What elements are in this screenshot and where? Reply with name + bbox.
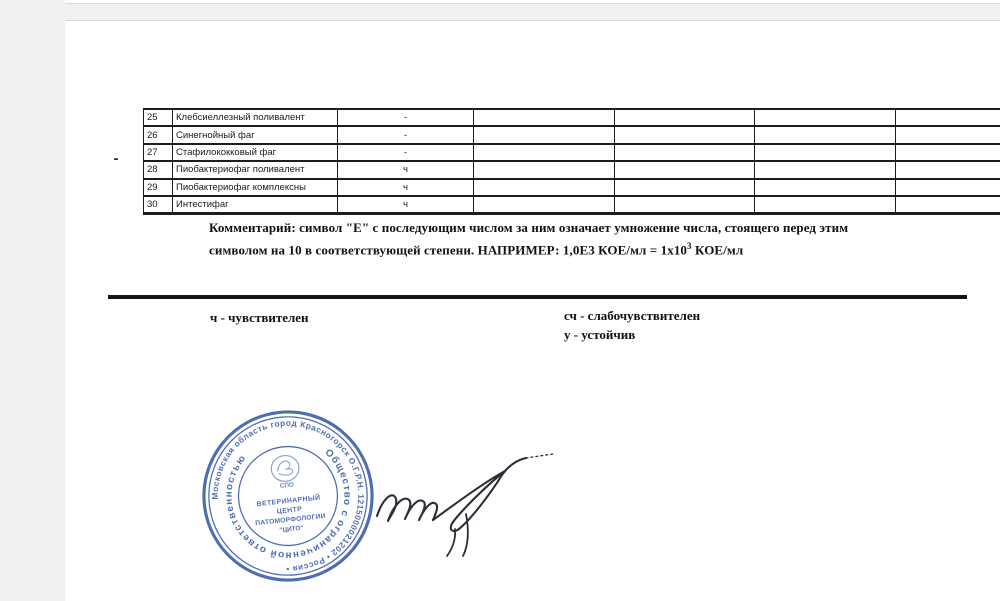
row-number: 27 [144,144,173,161]
phage-result: ч [338,179,474,196]
stamp-inner-ring-text: Общество с ограниченной ответственностью [223,447,353,561]
empty-cell [755,109,896,126]
phage-result: ч [338,161,474,178]
empty-cell [896,144,1000,161]
empty-cell [755,196,896,214]
phage-result: - [338,144,474,161]
table-row [144,126,1000,143]
previous-page-edge [65,0,1000,4]
empty-cell [896,126,1000,143]
empty-cell [896,196,1000,214]
empty-cell [615,126,755,143]
stamp-center-line-2: ЦЕНТР [276,505,303,516]
signature-stroke [377,495,437,521]
table-row [144,179,1000,196]
margin-dash: - [113,150,119,167]
stamp-outer-ring-text: Московская область город Красногорск О.Г.Р.Н. 1215000021202 • Россия • [209,417,367,575]
stamp-emblem-label: СПО [279,481,295,490]
empty-cell [474,126,615,143]
table-row [144,161,1000,178]
phage-name: Интестифаг [173,196,338,214]
comment-line-1: Комментарий: символ "Е" с последующим числом за ним означает умножение числа, стоящего перед этим [209,220,849,235]
section-divider-line [108,295,967,299]
phage-name: Пиобактериофаг поливалент [173,161,338,178]
phage-result: - [338,126,474,143]
comment-line-2: символом на 10 в соответствующей степени. НАПРИМЕР: 1,0Е3 $КОЕ/мл = 1x10^3$ КОЕ/мл [209,241,744,258]
stamp-center-line-3: ПАТОМОРФОЛОГИИ [255,512,327,528]
empty-cell [755,144,896,161]
table-row [144,109,1000,126]
row-number: 28 [144,161,173,178]
empty-cell [474,179,615,196]
empty-cell [896,179,1000,196]
legend-sensitive: ч - чувствителен [210,310,309,325]
row-number: 30 [144,196,173,214]
row-number: 29 [144,179,173,196]
empty-cell [474,196,615,214]
phage-name: Стафилококковый фаг [173,144,338,161]
phage-results-table [143,108,1000,215]
legend-resistant: у - устойчив [564,327,636,342]
legend-weakly-sensitive: сч - слабочувствителен [564,308,701,323]
signature-tail-dotted [526,454,553,458]
empty-cell [474,161,615,178]
e-symbol-comment [209,219,984,259]
table-row [144,196,1000,214]
row-number: 25 [144,109,173,126]
empty-cell [755,126,896,143]
stamp-center-line-1: ВЕТЕРИНАРНЫЙ [256,494,321,509]
signature-flourish [433,458,526,531]
empty-cell [615,179,755,196]
empty-cell [896,161,1000,178]
empty-cell [755,179,896,196]
phage-result: - [338,109,474,126]
row-number: 26 [144,126,173,143]
exponent: 3 [687,241,692,251]
organization-stamp [197,407,379,585]
phage-name: Синегнойный фаг [173,126,338,143]
stamp-emblem-icon [270,454,301,490]
empty-cell [474,144,615,161]
phage-name: Пиобактериофаг комплексны [173,179,338,196]
empty-cell [896,109,1000,126]
empty-cell [755,161,896,178]
empty-cell [474,109,615,126]
stamp-center-line-4: "ЦИТО" [279,524,304,535]
empty-cell [615,161,755,178]
empty-cell [615,144,755,161]
phage-name: Клебсиеллезный поливалент [173,109,338,126]
signature-descender-1 [447,529,455,556]
phage-result: ч [338,196,474,214]
signature-descender-2 [463,514,468,556]
signature [363,450,573,558]
table-row [144,144,1000,161]
empty-cell [615,109,755,126]
empty-cell [615,196,755,214]
